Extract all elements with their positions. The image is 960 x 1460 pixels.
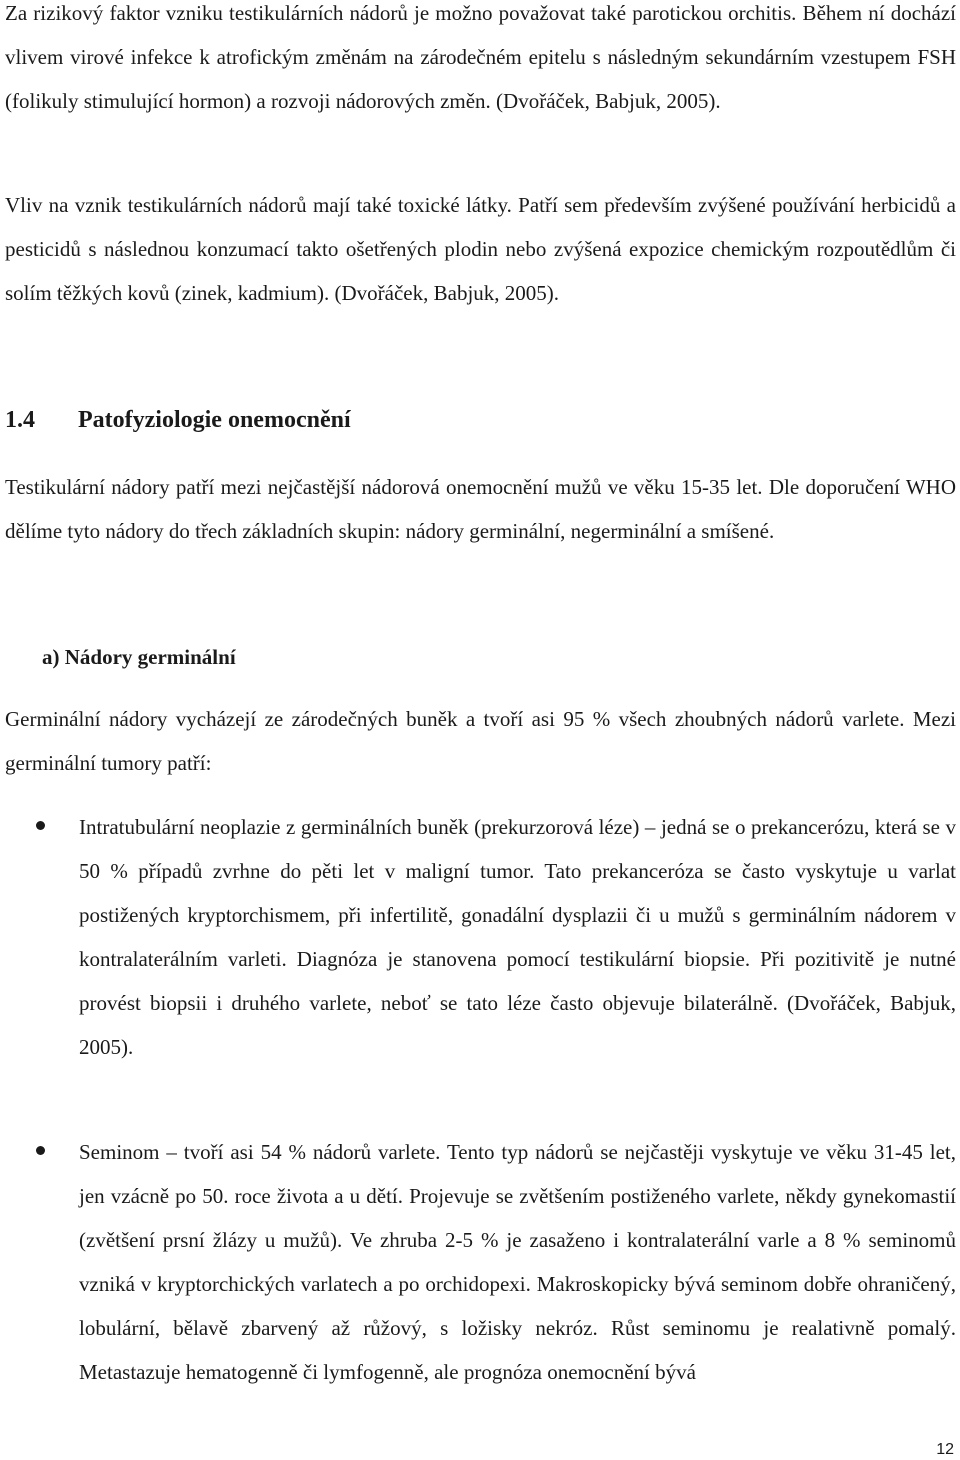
paragraph-parotitic-orchitis: Za rizikový faktor vzniku testikulárních nádorů je možno považovat také parotickou orchitis. Během ní dochází vlivem virové infekce k atrofickým změnám na zárodečném epitelu s následným sekundárním vzestupem FSH (folikuly stimulující hormon) a rozvoji nádorových změn. (Dvořáček, Babjuk, 2005). — [5, 1, 956, 113]
bullet-icon — [36, 821, 45, 830]
list-item — [79, 805, 956, 1069]
paragraph-toxic-substances: Vliv na vznik testikulárních nádorů mají také toxické látky. Patří sem především zvýšené používání herbicidů a pesticidů s následnou konzumací takto ošetřených plodin nebo zvýšená expozice chemickým rozpoutědlům či solím těžkých kovů (zinek, kadmium). (Dvořáček, Babjuk, 2005). — [5, 193, 956, 305]
paragraph-germinal-intro: Germinální nádory vycházejí ze zárodečných buněk a tvoří asi 95 % všech zhoubných nádorů varlete. Mezi germinální tumory patří: — [5, 707, 956, 775]
section-heading — [5, 398, 351, 442]
paragraph-classification: Testikulární nádory patří mezi nejčastější nádorová onemocnění mužů ve věku 15-35 let. Dle doporučení WHO dělíme tyto nádory do třech základních skupin: nádory germinální, negerminální a smíšené. — [5, 475, 956, 543]
bullet-icon — [36, 1146, 45, 1155]
list-item-text: Seminom – tvoří asi 54 % nádorů varlete. Tento typ nádorů se nejčastěji vyskytuje ve věku 31-45 let, jen vzácně po 50. roce života a u dětí. Projevuje se zvětšením postiženého varlete, někdy gynekomastií (zvětšení prsní žlázy u mužů). Ve zhruba 2-5 % je zasaženo i kontralaterální varle a 8 % seminomů vzniká v kryptorchických varlatech a po orchidopexi. Makroskopicky bývá seminom dobře ohraničený, lobulární, bělavě zbarvený až růžový, s ložisky nekróz. Růst seminomu je realativně pomalý. Metastazuje hematogenně či lymfogenně, ale prognóza onemocnění bývá — [79, 1140, 956, 1384]
section-title: Patofyziologie onemocnění — [78, 407, 351, 433]
page-number: 12 — [936, 1441, 954, 1458]
list-item-text: Intratubulární neoplazie z germinálních buněk (prekurzorová léze) – jedná se o prekancerózu, která se v 50 % případů zvrhne do pěti let v maligní tumor. Tato prekanceróza se často vyskytuje u varlat postižených kryptorchismem, při infertilitě, gonadální dysplazii či u mužů s germinálním nádorem v kontralaterálním varleti. Diagnóza je stanovena pomocí testikulární biopsie. Při pozitivitě je nutné provést biopsii i druhého varlete, neboť se tato léze často objevuje bilaterálně. (Dvořáček, Babjuk, 2005). — [79, 815, 956, 1059]
section-number: 1.4 — [5, 407, 35, 433]
subheading-germinal-tumors: a) Nádory germinální — [42, 645, 236, 669]
list-item — [79, 1130, 956, 1394]
